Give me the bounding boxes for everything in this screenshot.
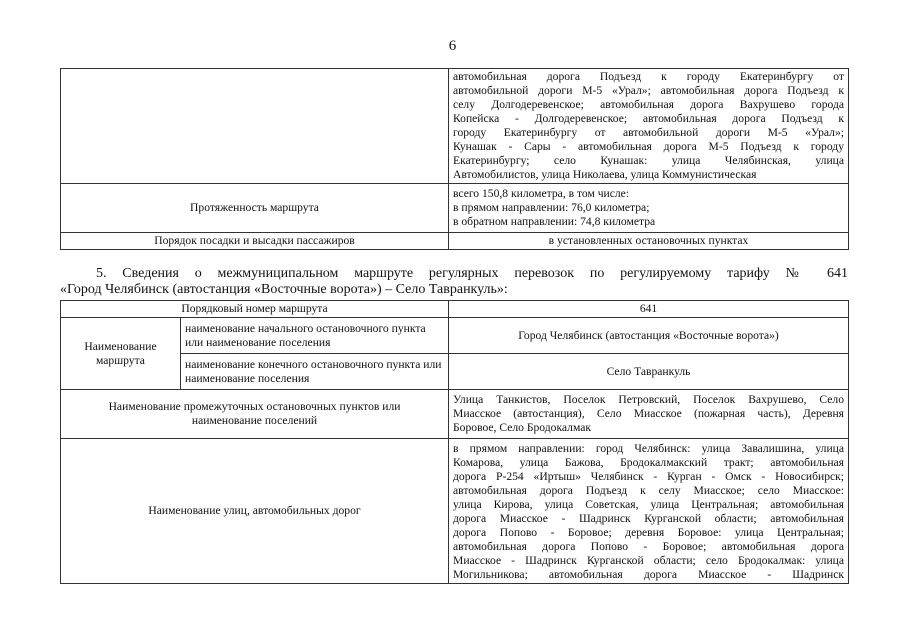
boarding-order-label: Порядок посадки и высадки пассажиров [61,233,449,250]
text-line: дорога Р-254 «Иртыш» Челябинск - Курган - Омск - Новосибирск; [453,470,845,483]
table-row [61,318,849,354]
route-details-table [60,68,849,250]
route-641-table [60,300,849,584]
text-line: городу Екатеринбургу от автомобильной дороги М-5 «Урал»; [453,126,844,139]
text-line: дорога Миасское - Шадринск Курганской области; автомобильная [453,512,845,525]
text-line: Комарова, улица Бажова, Бродокалмакский тракт; автомобильная [453,456,845,469]
text-line: Боровое, Село Бродокалмак [453,421,591,434]
streets-value [449,439,849,584]
route-streets-continued [449,69,849,184]
text-line: Миасское - Шадринск Курганской области; село Бродокалмак: улица [453,554,845,567]
text-line: всего 150,8 километра, в том числе: [453,187,630,200]
text-line: автомобильная дорога Подъезд к городу Екатеринбургу от [453,70,844,83]
route-length-label: Протяженность маршрута [61,184,449,233]
table-cell-empty [61,69,449,184]
text-line: автомобильная дорога Попово - Боровое; автомобильная дорога [453,540,845,553]
table-row [61,390,849,439]
section-heading-line: 5. Сведения о межмуниципальном маршруте регулярных перевозок по регулируемому тарифу № 641 [96,266,848,281]
text-line: в прямом направлении: 76,0 километра; [453,201,650,214]
start-point-value: Город Челябинск (автостанция «Восточные ворота») [449,318,849,354]
text-line: автомобильная дорога Подъезд к селу Миасское; село Миасское: [453,484,845,497]
page-number: 6 [448,38,457,54]
seq-number-label: Порядковый номер маршрута [61,301,449,318]
route-name-label: Наименование маршрута [61,318,181,390]
text-line: автомобильной дороги М-5 «Урал»; автомобильная дорога Подъезд к [453,84,844,97]
text-line: Миасское (автостанция), Село Миасское (пожарная часть), Деревня [453,407,845,420]
table-row [61,69,849,184]
section-heading [60,266,848,298]
text-line: в прямом направлении: город Челябинск: улица Завалишина, улица [453,442,845,455]
text-line: дорога Попово - Боровое; деревня Боровое: улица Центральная; [453,526,845,539]
text-line: Могильникова; автомобильная дорога Миасское - Шадринск [453,568,845,581]
text-line: Кунашак - Сары - автомобильная дорога М-5 Подъезд к городу [453,140,844,153]
text-line: в обратном направлении: 74,8 километра [453,215,656,228]
text-line: селу Долгодеревенское; автомобильная дорога Вахрушево города [453,98,844,111]
table-row [61,301,849,318]
intermediate-stops-value [449,390,849,439]
table-row [61,233,849,250]
section-heading-line: «Город Челябинск (автостанция «Восточные ворота») – Село Тавранкуль»: [60,282,508,297]
intermediate-stops-label: Наименование промежуточных остановочных пунктов или наименование поселений [61,390,449,439]
text-line: улица Кирова, улица Советская, улица Центральная; автомобильная [453,498,845,511]
start-point-label: наименование начального остановочного пункта или наименование поселения [181,318,449,354]
end-point-label: наименование конечного остановочного пункта или наименование поселения [181,354,449,390]
boarding-order-value: в установленных остановочных пунктах [449,233,849,250]
route-length-value [449,184,849,233]
streets-label: Наименование улиц, автомобильных дорог [61,439,449,584]
table-row [61,184,849,233]
table-row [61,439,849,584]
text-line: Копейска - Долгодеревенское; автомобильная дорога Подъезд к [453,112,844,125]
text-line: Екатеринбургу; село Кунашак: улица Челябинская, улица [453,154,844,167]
end-point-value: Село Тавранкуль [449,354,849,390]
text-line: Улица Танкистов, Поселок Петровский, Поселок Вахрушево, Село [453,393,845,406]
seq-number-value: 641 [449,301,849,318]
text-line: Автомобилистов, улица Николаева, улица Коммунистическая [453,168,757,181]
